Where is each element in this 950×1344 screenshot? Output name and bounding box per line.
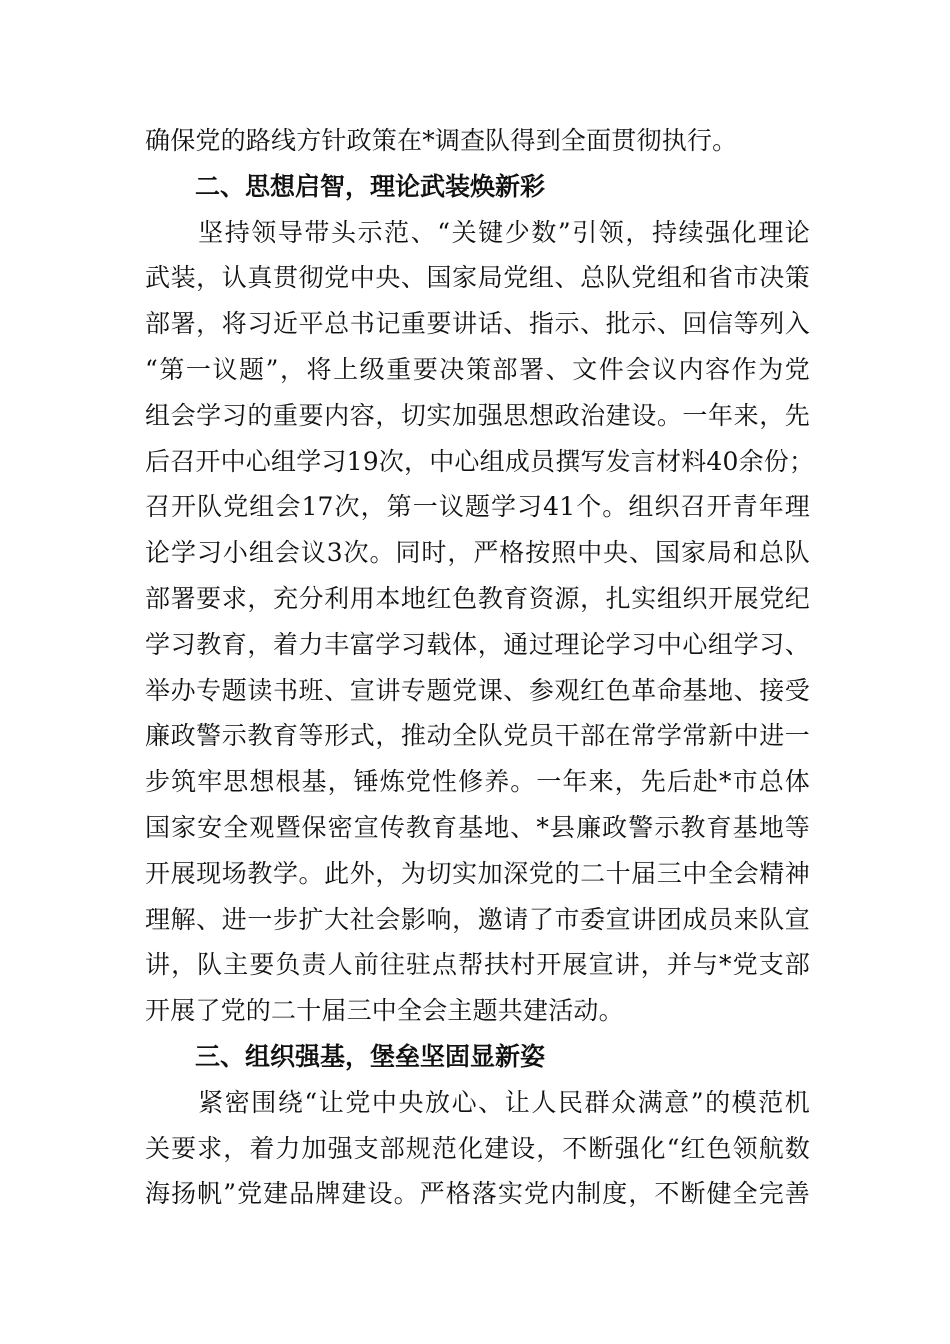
paragraph-line: 理解、进一步扩大社会影响，邀请了市委宣讲团成员来队宣 [145, 904, 810, 934]
paragraph-line: 后召开中心组学习19次，中心组成员撰写发言材料40余份； [145, 446, 815, 476]
paragraph-line: 坚持领导带头示范、“关键少数”引领，持续强化理论 [145, 217, 810, 247]
section-heading: 三、组织强基，堡垒坚固显新姿 [195, 1041, 546, 1071]
paragraph-line: 召开队党组会17次，第一议题学习41个。组织召开青年理 [145, 492, 810, 522]
paragraph-line: 步筑牢思想根基，锤炼党性修养。一年来，先后赴*市总体 [145, 767, 810, 797]
section-heading: 二、思想启智，理论武装焕新彩 [195, 171, 546, 201]
paragraph-line: 海扬帆”党建品牌建设。严格落实党内制度，不断健全完善 [145, 1179, 810, 1209]
paragraph-line: 开展了党的二十届三中全会主题共建活动。 [145, 996, 624, 1026]
paragraph-line: 廉政警示教育等形式，推动全队党员干部在常学常新中进一 [145, 721, 810, 751]
paragraph-line: 论学习小组会议3次。同时，严格按照中央、国家局和总队 [145, 538, 810, 568]
paragraph-line: 国家安全观暨保密宣传教育基地、*县廉政警示教育基地等 [145, 812, 810, 842]
paragraph-line: 关要求，着力加强支部规范化建设，不断强化“红色领航数 [145, 1133, 810, 1163]
paragraph-line: 部署，将习近平总书记重要讲话、指示、批示、回信等列入 [145, 309, 810, 339]
paragraph-line: 开展现场教学。此外，为切实加深党的二十届三中全会精神 [145, 858, 810, 888]
paragraph-line: 讲，队主要负责人前往驻点帮扶村开展宣讲，并与*党支部 [145, 950, 810, 980]
paragraph-line: 组会学习的重要内容，切实加强思想政治建设。一年来，先 [145, 400, 810, 430]
paragraph-line: 部署要求，充分利用本地红色教育资源，扎实组织开展党纪 [145, 583, 810, 613]
paragraph-line: “第一议题”，将上级重要决策部署、文件会议内容作为党 [145, 354, 810, 384]
paragraph-line: 紧密围绕“让党中央放心、让人民群众满意”的模范机 [145, 1087, 810, 1117]
paragraph-line: 确保党的路线方针政策在*调查队得到全面贯彻执行。 [145, 126, 738, 155]
paragraph-line: 举办专题读书班、宣讲专题党课、参观红色革命基地、接受 [145, 675, 810, 705]
paragraph-line: 武装，认真贯彻党中央、国家局党组、总队党组和省市决策 [145, 263, 810, 293]
paragraph-line: 学习教育，着力丰富学习载体，通过理论学习中心组学习、 [145, 629, 810, 659]
document-page [145, 118, 815, 1217]
